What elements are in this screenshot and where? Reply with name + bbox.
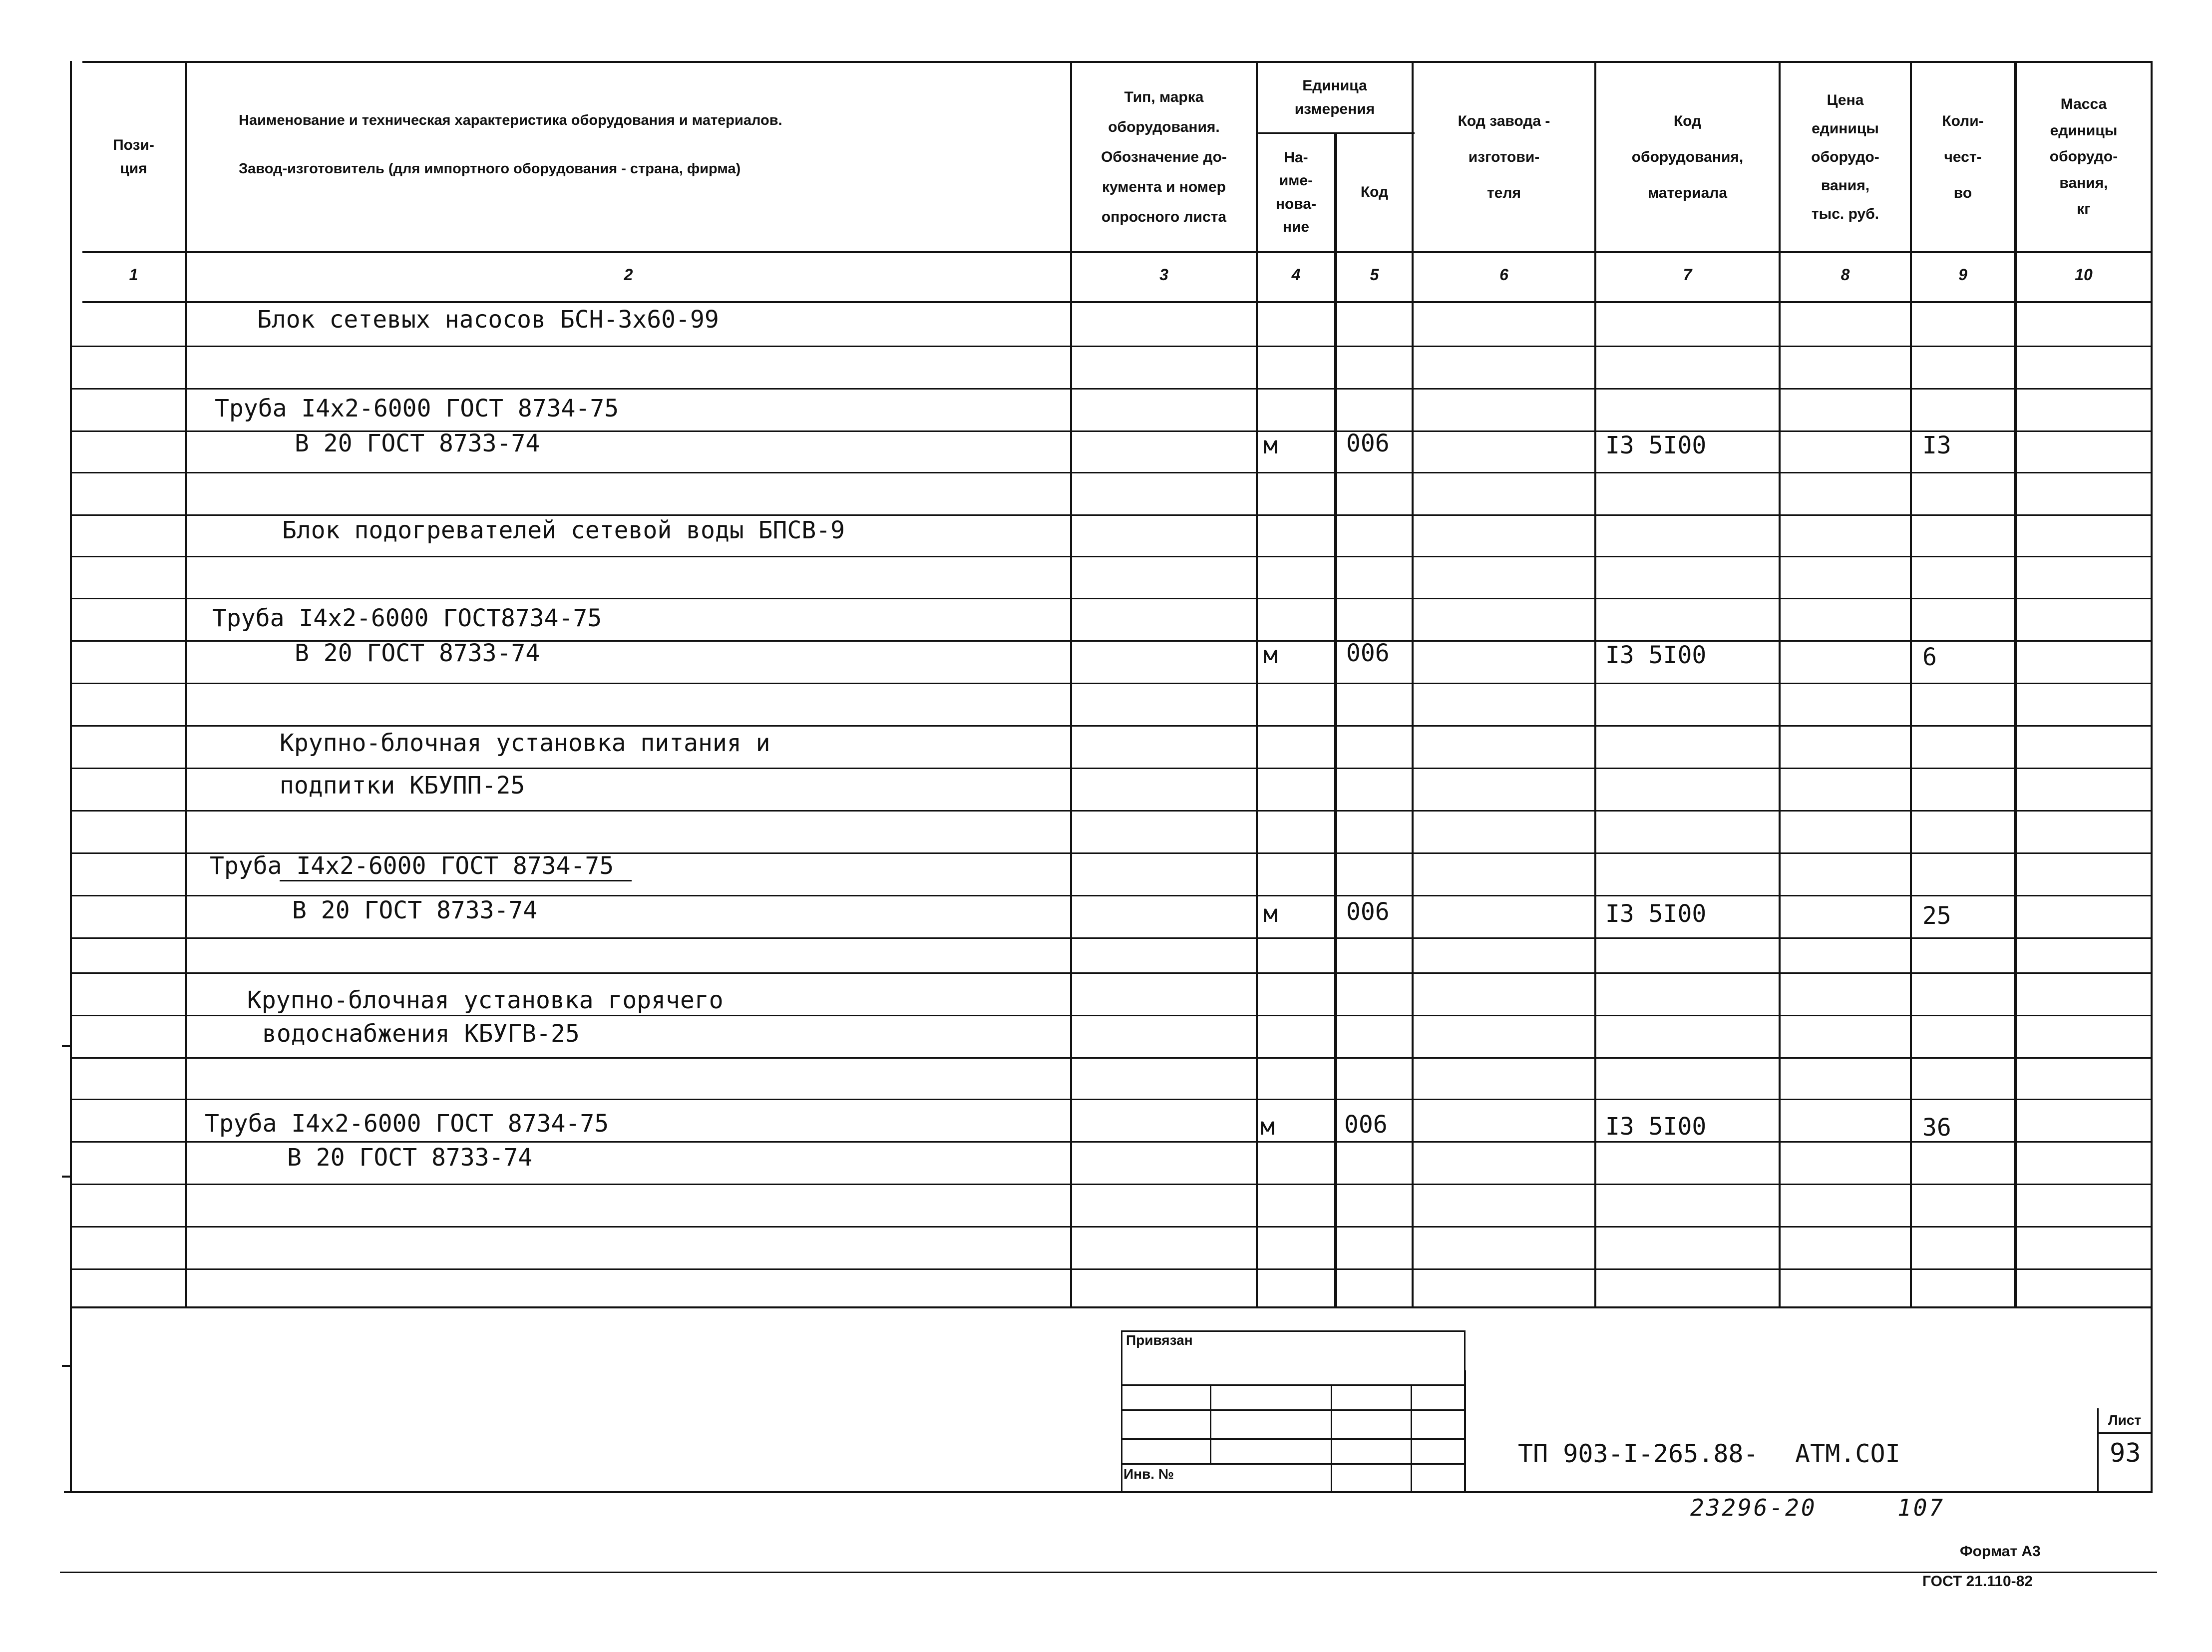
- col4-right: [1334, 132, 1337, 1307]
- column-number: 8: [1841, 266, 1850, 284]
- row-name: В 20 ГОСТ 8733-74: [287, 1144, 533, 1172]
- sheet-box-line: [2097, 1432, 2152, 1434]
- row-line: [70, 556, 2152, 557]
- row-name: Труба I4х2-6000 ГОСТ 8734-75: [205, 1110, 609, 1138]
- margin-tick: [62, 1176, 70, 1178]
- gost-label: ГОСТ 21.110-82: [1922, 1573, 2033, 1590]
- row-line: [70, 598, 2152, 599]
- header-numbers-top: [82, 251, 2152, 253]
- row-quantity: 25: [1922, 902, 1951, 930]
- stamp-inventory-label: Инв. №: [1123, 1466, 1174, 1482]
- stamp-frame-top: [1121, 1330, 1466, 1332]
- sheet-box-left: [2097, 1408, 2099, 1492]
- stamp-line: [1121, 1384, 1466, 1386]
- header-name-line1: Наименование и техническая характеристика оборудования и материалов.: [239, 112, 782, 128]
- frame-left: [70, 61, 72, 1493]
- row-name: Труба I4х2-6000 ГОСТ 8734-75: [215, 395, 619, 422]
- row-quantity: 6: [1922, 643, 1937, 671]
- table-bottom: [70, 1306, 2152, 1308]
- row-unit: м: [1260, 1113, 1275, 1141]
- row-unit-code: 006: [1346, 429, 1390, 457]
- row-unit-code: 006: [1346, 898, 1390, 926]
- stamp-line: [1121, 1409, 1466, 1411]
- row-unit-code: 006: [1344, 1111, 1388, 1139]
- stamp-divider: [1331, 1384, 1332, 1491]
- name-underline: [280, 880, 632, 881]
- row-name: Крупно-блочная установка горячего: [247, 986, 724, 1014]
- row-line: [70, 1057, 2152, 1059]
- column-number: 5: [1370, 266, 1379, 284]
- row-name: В 20 ГОСТ 8733-74: [292, 896, 538, 924]
- row-equipment-code: I3 5I00: [1605, 431, 1707, 459]
- row-line: [70, 1099, 2152, 1100]
- sheet-number: 93: [2110, 1438, 2141, 1468]
- header-name-line2: Завод-изготовитель (для импортного оборудования - страна, фирма): [239, 161, 741, 177]
- document-code: ТП 903-I-265.88-: [1518, 1439, 1759, 1468]
- column-number: 7: [1683, 266, 1692, 284]
- row-name: водоснабжения КБУГВ-25: [262, 1020, 580, 1048]
- row-line: [70, 1015, 2152, 1016]
- margin-tick: [62, 1045, 70, 1047]
- row-line: [70, 683, 2152, 684]
- doc-area-left: [1464, 1370, 1466, 1492]
- row-unit: м: [1263, 431, 1278, 459]
- row-line: [70, 810, 2152, 812]
- column-number: 6: [1499, 266, 1508, 284]
- frame-right: [2151, 61, 2153, 1493]
- row-line: [70, 937, 2152, 939]
- format-label: Формат А3: [1960, 1543, 2041, 1560]
- header-price: Цена единицы оборудо- вания, тыс. руб.: [1811, 92, 1879, 222]
- row-line: [70, 514, 2152, 516]
- row-line: [70, 1268, 2152, 1270]
- stamp-line: [1121, 1463, 1466, 1465]
- row-line: [70, 388, 2152, 390]
- header-plant-code: Код завода - изготови- теля: [1458, 112, 1550, 201]
- row-name: Труба I4х2-6000 ГОСТ 8734-75: [210, 852, 614, 880]
- sheet-bottom: [64, 1491, 2152, 1493]
- stamp-attached-label: Привязан: [1126, 1332, 1193, 1348]
- header-mass: Масса единицы оборудо- вания, кг: [2049, 96, 2118, 218]
- document-suffix: АТМ.СОI: [1795, 1439, 1900, 1468]
- column-number: 1: [129, 266, 138, 284]
- margin-tick: [62, 1365, 70, 1367]
- row-unit: м: [1263, 641, 1278, 669]
- row-equipment-code: I3 5I00: [1605, 900, 1707, 928]
- column-number: 2: [624, 266, 633, 284]
- row-name: Блок подогревателей сетевой воды БПСВ-9: [282, 516, 845, 544]
- header-unit-group: Единица измерения: [1294, 77, 1375, 117]
- row-name: Труба I4х2-6000 ГОСТ8734-75: [212, 604, 602, 632]
- stamp-line: [1121, 1438, 1466, 1440]
- header-position: Пози- ция: [113, 137, 154, 177]
- column-number: 3: [1159, 266, 1168, 284]
- row-line: [70, 972, 2152, 974]
- row-name: В 20 ГОСТ 8733-74: [295, 429, 540, 457]
- sheet-label: Лист: [2108, 1412, 2142, 1428]
- column-number: 9: [1958, 266, 1967, 284]
- column-number: 4: [1291, 266, 1301, 284]
- header-type: Тип, марка оборудования. Обозначение до- кумента и номер опросного листа: [1101, 88, 1227, 225]
- header-equipment-code: Код оборудования, материала: [1631, 112, 1744, 201]
- row-line: [70, 346, 2152, 347]
- col1-right: [185, 61, 187, 1307]
- row-line: [70, 1184, 2152, 1185]
- row-line: [70, 472, 2152, 473]
- header-numbers-bottom: [82, 301, 2152, 303]
- name-underline: [205, 1141, 617, 1143]
- row-unit: м: [1263, 900, 1278, 928]
- stamp-frame-left: [1121, 1330, 1122, 1491]
- row-line: [70, 1226, 2152, 1228]
- row-name: подпитки КБУПП-25: [280, 772, 525, 800]
- header-quantity: Коли- чест- во: [1942, 112, 1984, 201]
- footer-rule: [60, 1572, 2157, 1573]
- row-quantity: I3: [1922, 431, 1951, 459]
- handwritten-number: 23296-20: [1690, 1494, 1817, 1521]
- row-name: В 20 ГОСТ 8733-74: [295, 639, 540, 667]
- column-number: 10: [2075, 266, 2093, 284]
- header-unit-name: На- име- нова- ние: [1275, 149, 1317, 235]
- row-unit-code: 006: [1346, 639, 1390, 667]
- row-name: Блок сетевых насосов БСН-3х60-99: [257, 306, 719, 334]
- row-line: [70, 768, 2152, 769]
- row-name: Крупно-блочная установка питания и: [280, 729, 770, 757]
- stamp-divider: [1210, 1384, 1211, 1463]
- row-equipment-code: I3 5I00: [1605, 1113, 1707, 1141]
- row-line: [70, 725, 2152, 727]
- row-quantity: 36: [1922, 1114, 1951, 1142]
- handwritten-page: 107: [1897, 1494, 1945, 1521]
- row-equipment-code: I3 5I00: [1605, 641, 1707, 669]
- stamp-divider: [1411, 1384, 1412, 1491]
- header-unit-code: Код: [1360, 184, 1389, 201]
